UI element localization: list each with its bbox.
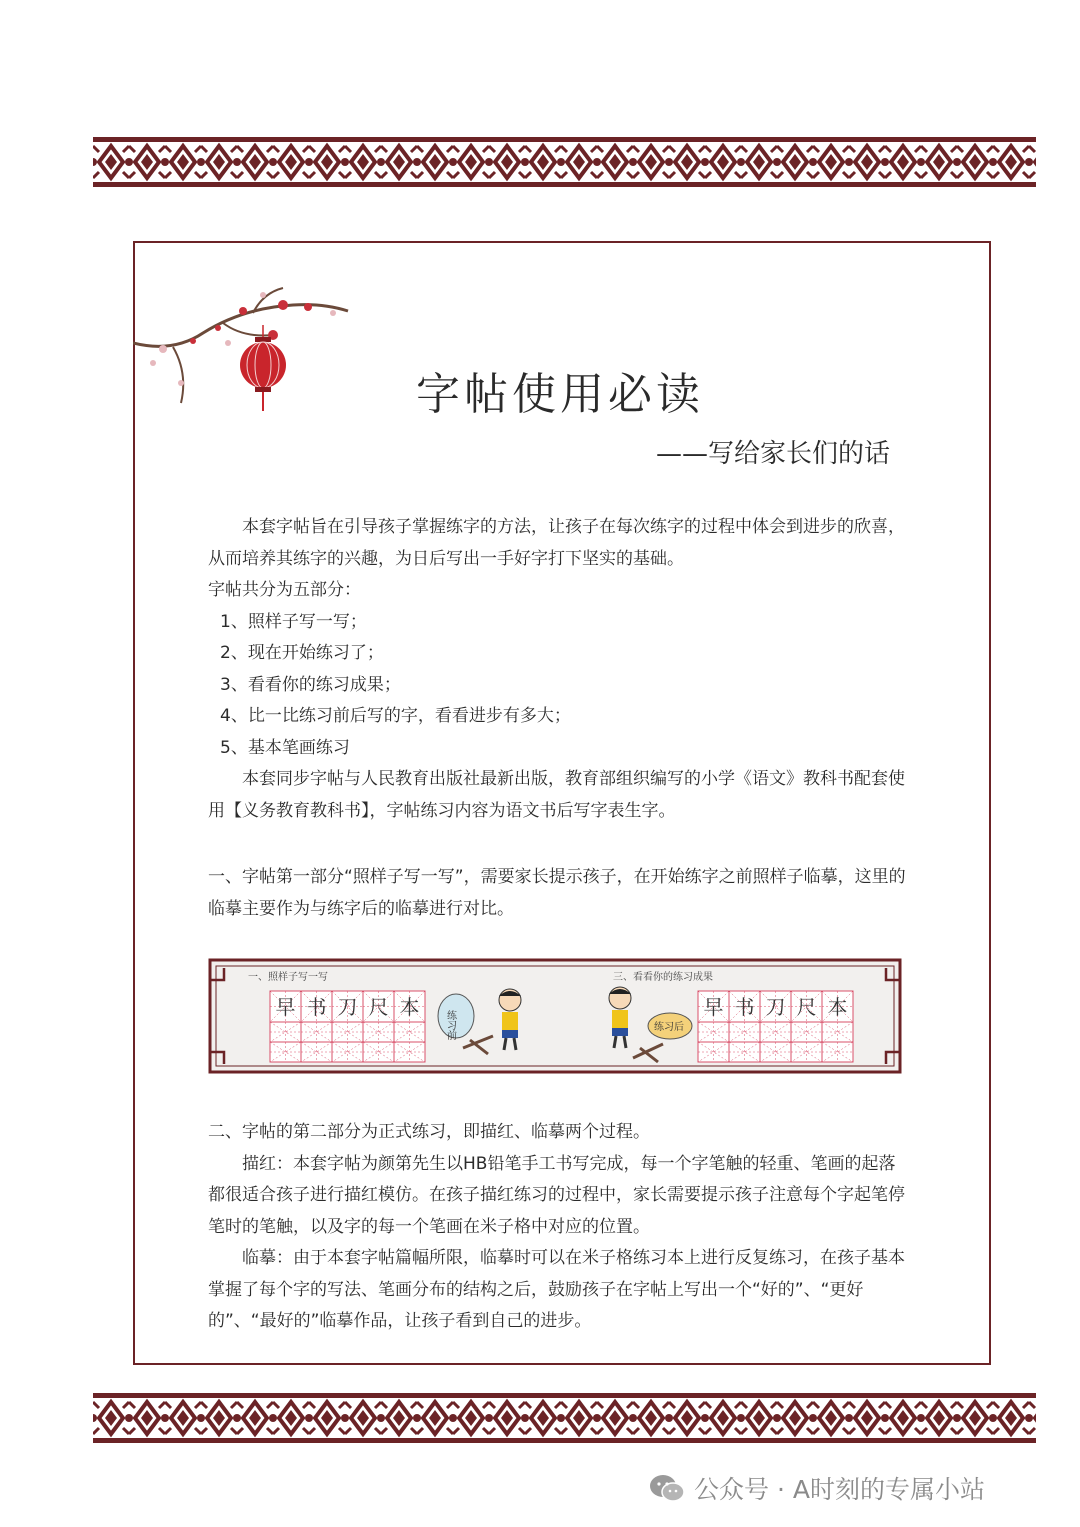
copying-paragraph: 临摹：由于本套字帖篇幅所限，临摹时可以在米子格练习本上进行反复练习，在孩子基本掌握了每个字的写法、笔画分布的结构之后，鼓励孩子在字帖上写出一个“好的”、“更好的”、“最好的”临摹作品，让孩子看到自己的进步。 — [208, 1248, 905, 1331]
account-watermark — [648, 1470, 985, 1506]
page-subtitle: ——写给家长们的话 — [655, 439, 890, 469]
part1-section — [208, 862, 908, 925]
part-list-item: 1、照样子写一写； — [220, 611, 367, 632]
watermark-text: 公众号 · A时刻的专属小站 — [694, 1475, 985, 1504]
part-list-item: 4、比一比练习前后写的字，看看进步有多大； — [220, 706, 571, 726]
grid-character: 书 — [306, 995, 327, 1019]
right-bubble-text: 练习后 — [654, 1022, 684, 1033]
grid-character: 尺 — [368, 995, 389, 1019]
textbook-paragraph: 本套同步字帖与人民教育出版社最新出版，教育部组织编写的小学《语文》教科书配套使用【义务教育教科书】，字帖练习内容为语文书后写字表生字。 — [208, 769, 905, 821]
left-character-grid — [270, 991, 425, 1062]
part2-heading: 二、字帖的第二部分为正式练习，即描红、临摹两个过程。 — [208, 1122, 650, 1142]
right-character-grid — [698, 991, 853, 1062]
part-list-item: 5、基本笔画练习 — [220, 737, 350, 758]
intro-section — [208, 512, 908, 827]
wechat-icon — [648, 1473, 686, 1503]
part-list-item: 3、看看你的练习成果； — [220, 674, 401, 695]
grid-character: 早 — [275, 995, 296, 1019]
part2-section — [208, 1117, 908, 1338]
page-title: 字帖使用必读 — [416, 369, 704, 420]
lantern-decoration — [235, 325, 291, 415]
grid-character: 本 — [827, 995, 848, 1019]
intro-paragraph: 本套字帖旨在引导孩子掌握练字的方法，让孩子在每次练字的过程中体会到进步的欣喜，从而培养其练字的兴趣，为日后写出一手好字打下坚实的基础。 — [208, 517, 905, 569]
top-ornament-border — [93, 137, 1036, 187]
grid-character: 书 — [734, 995, 755, 1019]
grid-character: 尺 — [796, 995, 817, 1019]
left-section-label: 一、照样子写一写 — [248, 972, 328, 983]
practice-illustration — [208, 958, 902, 1074]
grid-character: 早 — [703, 995, 724, 1019]
part-list-item: 2、现在开始练习了； — [220, 643, 384, 663]
part1-paragraph: 一、字帖第一部分“照样子写一写”，需要家长提示孩子，在开始练字之前照样子临摹，这里的临摹主要作为与练字后的临摹进行对比。 — [208, 867, 906, 919]
right-section-label: 三、看看你的练习成果 — [613, 972, 713, 983]
bottom-ornament-border — [93, 1393, 1036, 1443]
grid-character: 本 — [399, 995, 420, 1019]
left-bubble-text: 练习前 — [444, 1010, 456, 1040]
tracing-paragraph: 描红：本套字帖为颜第先生以HB铅笔手工书写完成，每一个字笔触的轻重、笔画的起落都很适合孩子进行描红模仿。在孩子描红练习的过程中，家长需要提示孩子注意每个字起笔停笔时的笔触，以及字的每一个笔画在米子格中对应的位置。 — [208, 1153, 905, 1237]
parts-heading: 字帖共分为五部分： — [208, 580, 361, 600]
grid-character: 刀 — [765, 995, 786, 1019]
grid-character: 刀 — [337, 995, 358, 1019]
